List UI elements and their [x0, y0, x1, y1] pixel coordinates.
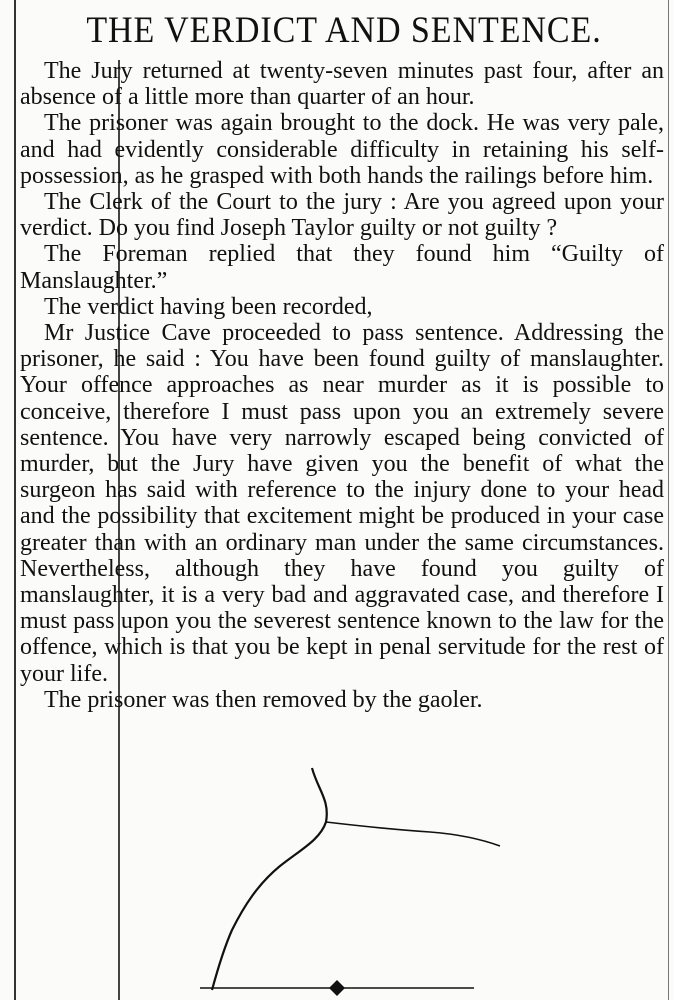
paragraph-clerk-question: The Clerk of the Court to the jury : Are you agreed upon your verdict. Do you find Joseph Taylor guilty or not guilty ? [20, 189, 664, 242]
paragraph-prisoner-removed: The prisoner was then removed by the gaoler. [44, 686, 483, 713]
paragraph-verdict-recorded: The verdict having been recorded, [44, 293, 373, 320]
paragraph-foreman-reply: The Foreman replied that they found him “Guilty of Manslaughter.” [20, 241, 664, 294]
divider-ornament [0, 970, 674, 1000]
paragraph-jury-returned: The Jury returned at twenty-seven minutes past four, after an absence of a little more than quarter of an hour. [20, 58, 664, 111]
paragraph-prisoner-dock: The prisoner was again brought to the dock. He was very pale, and had evidently considerable difficulty in retaining his self-possession, as he grasped with both hands the railings before him. [20, 110, 664, 189]
right-column-rule [668, 0, 669, 1000]
left-column-rule [14, 0, 16, 1000]
paragraph-sentence: Mr Justice Cave proceeded to pass sentence. Addressing the prisoner, he said : You have been found guilty of manslaughter. Your offence approaches as near murder as it is possible to conceive, therefore I must pass upon you an extremely severe sentence. You have very narrowly escaped being convicted of murder, but the Jury have given you the benefit of what the surgeon has said with reference to the injury done to your head and the possibility that excitement might be produced in your case greater than with an ordinary man under the same circumstances. Nevertheless, although they have found you guilty of manslaughter, it is a very bad and aggravated case, and therefore I must pass upon you the severest sentence known to the law for the offence, which is that you be kept in penal servitude for the rest of your life. [20, 320, 664, 687]
article-body [20, 58, 664, 713]
headline: THE VERDICT AND SENTENCE. [86, 10, 602, 51]
